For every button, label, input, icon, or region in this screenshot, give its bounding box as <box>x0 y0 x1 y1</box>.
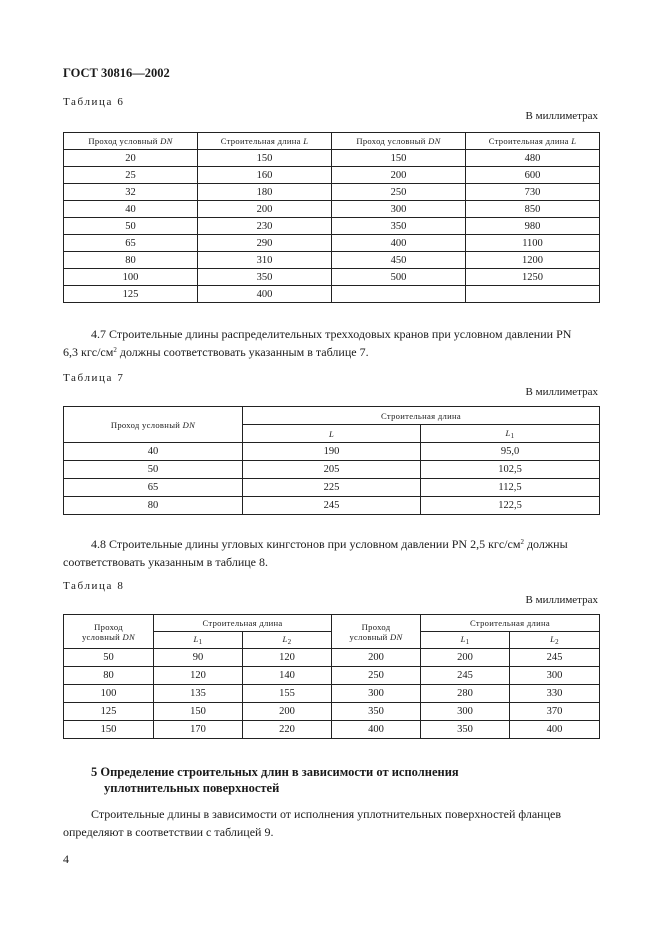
t6-header-dn-2: Проход условный DN <box>332 133 466 150</box>
table-cell: 135 <box>154 685 243 703</box>
paragraph-4-7-line-1: 4.7 Строительные длины распределительных трехходовых кранов при условном давлении PN <box>91 327 572 341</box>
table-cell: 480 <box>466 150 600 167</box>
table-8 <box>63 614 600 739</box>
table-cell: 245 <box>421 667 510 685</box>
table-cell: 100 <box>64 269 198 286</box>
table-cell: 300 <box>510 667 600 685</box>
table-cell: 400 <box>332 235 466 252</box>
table-cell: 280 <box>421 685 510 703</box>
table-7-caption: Таблица 7 <box>63 372 125 384</box>
page-number: 4 <box>63 852 69 866</box>
table-cell: 112,5 <box>421 479 600 497</box>
table-cell: 20 <box>64 150 198 167</box>
section-5-heading-line-2: уплотнительных поверхностей <box>104 781 280 795</box>
table-cell: 50 <box>64 461 243 479</box>
table-row <box>64 235 600 252</box>
table-cell: 155 <box>243 685 332 703</box>
table-cell: 500 <box>332 269 466 286</box>
table-6-caption: Таблица 6 <box>63 96 125 108</box>
table-cell <box>466 286 600 303</box>
t8-header-length-2: Строительная длина <box>421 615 600 632</box>
table-cell: 50 <box>64 649 154 667</box>
t8-header-L1-a: $L_1$ <box>154 632 243 649</box>
table-row <box>64 721 600 739</box>
table-cell: 120 <box>243 649 332 667</box>
table-cell <box>332 286 466 303</box>
table-cell: 80 <box>64 667 154 685</box>
table-cell: 1100 <box>466 235 600 252</box>
table-cell: 1250 <box>466 269 600 286</box>
table-row <box>64 286 600 303</box>
t8-header-L2-a: $L_2$ <box>243 632 332 649</box>
t6-header-length-2: Строительная длина L <box>466 133 600 150</box>
table-row <box>64 461 600 479</box>
paragraph-5-line-2: определяют в соответствии с таблицей 9. <box>63 824 274 839</box>
t7-header-dn: Проход условный DN <box>64 407 243 443</box>
t6-header-length-1: Строительная длина L <box>198 133 332 150</box>
table-row <box>64 184 600 201</box>
t6-header-dn-1: Проход условный DN <box>64 133 198 150</box>
table-7-units: В миллиметрах <box>525 386 598 398</box>
table-6-units: В миллиметрах <box>525 110 598 122</box>
table-cell: 150 <box>154 703 243 721</box>
table-row <box>64 218 600 235</box>
table-cell: 310 <box>198 252 332 269</box>
table-8-units: В миллиметрах <box>525 594 598 606</box>
document-header: ГОСТ 30816—2002 <box>63 66 170 80</box>
table-row <box>64 150 600 167</box>
table-cell: 150 <box>64 721 154 739</box>
table-cell: 205 <box>243 461 421 479</box>
table-cell: 350 <box>332 218 466 235</box>
table-8-caption: Таблица 8 <box>63 580 125 592</box>
table-cell: 65 <box>64 479 243 497</box>
table-cell: 122,5 <box>421 497 600 515</box>
table-cell: 200 <box>243 703 332 721</box>
section-5-heading-line-1: 5 Определение строительных длин в зависимости от исполнения <box>91 765 459 779</box>
table-cell: 400 <box>510 721 600 739</box>
table-cell: 1200 <box>466 252 600 269</box>
t8-header-dn-1: Проход условный DN <box>64 615 154 649</box>
table-cell: 400 <box>332 721 421 739</box>
table-cell: 95,0 <box>421 443 600 461</box>
table-cell: 350 <box>198 269 332 286</box>
table-cell: 980 <box>466 218 600 235</box>
table-row <box>64 685 600 703</box>
paragraph-5-line-1: Строительные длины в зависимости от исполнения уплотнительных поверхностей фланцев <box>91 807 562 821</box>
paragraph-4-7-line-2: 6,3 кгс/$см^2$ должны соответствовать указанным в таблице 7. <box>63 344 369 359</box>
table-cell: 225 <box>243 479 421 497</box>
table-row <box>64 703 600 721</box>
table-cell: 220 <box>243 721 332 739</box>
table-cell: 100 <box>64 685 154 703</box>
table-cell: 370 <box>510 703 600 721</box>
t7-header-L: L <box>243 425 421 443</box>
table-row <box>64 667 600 685</box>
table-cell: 250 <box>332 184 466 201</box>
table-row <box>64 167 600 184</box>
t8-header-dn-2: Проход условный DN <box>332 615 421 649</box>
table-cell: 350 <box>332 703 421 721</box>
paragraph-4-7 <box>63 326 599 361</box>
table-cell: 120 <box>154 667 243 685</box>
table-cell: 200 <box>332 649 421 667</box>
table-cell: 160 <box>198 167 332 184</box>
table-cell: 730 <box>466 184 600 201</box>
table-cell: 350 <box>421 721 510 739</box>
table-cell: 290 <box>198 235 332 252</box>
table-cell: 125 <box>64 703 154 721</box>
table-cell: 200 <box>421 649 510 667</box>
table-cell: 140 <box>243 667 332 685</box>
table-cell: 90 <box>154 649 243 667</box>
paragraph-4-8-line-1: 4.8 Строительные длины угловых кингстонов при условном давлении PN 2,5 кгс/$см^2$ должны <box>91 537 568 551</box>
table-cell: 102,5 <box>421 461 600 479</box>
table-cell: 170 <box>154 721 243 739</box>
paragraph-4-8 <box>63 536 599 571</box>
table-cell: 50 <box>64 218 198 235</box>
paragraph-5 <box>63 806 599 841</box>
table-7 <box>63 406 600 515</box>
table-cell: 400 <box>198 286 332 303</box>
table-cell: 250 <box>332 667 421 685</box>
table-row <box>64 497 600 515</box>
table-cell: 300 <box>332 201 466 218</box>
table-row <box>64 201 600 218</box>
table-row <box>64 649 600 667</box>
table-cell: 150 <box>332 150 466 167</box>
table-cell: 190 <box>243 443 421 461</box>
table-cell: 150 <box>198 150 332 167</box>
table-cell: 80 <box>64 252 198 269</box>
t8-header-length-1: Строительная длина <box>154 615 332 632</box>
t7-header-L1: $L_1$ <box>421 425 600 443</box>
table-cell: 65 <box>64 235 198 252</box>
table-cell: 245 <box>243 497 421 515</box>
table-cell: 32 <box>64 184 198 201</box>
table-cell: 200 <box>332 167 466 184</box>
table-cell: 40 <box>64 201 198 218</box>
table-row <box>64 443 600 461</box>
table-cell: 330 <box>510 685 600 703</box>
table-6 <box>63 132 600 303</box>
t8-header-L1-b: $L_1$ <box>421 632 510 649</box>
paragraph-4-8-line-2: соответствовать указанным в таблице 8. <box>63 554 269 569</box>
table-cell: 125 <box>64 286 198 303</box>
table-row <box>64 269 600 286</box>
table-cell: 25 <box>64 167 198 184</box>
table-cell: 850 <box>466 201 600 218</box>
table-cell: 245 <box>510 649 600 667</box>
t7-header-length: Строительная длина <box>243 407 600 425</box>
table-cell: 300 <box>421 703 510 721</box>
table-cell: 230 <box>198 218 332 235</box>
section-5-heading <box>91 764 599 796</box>
table-cell: 80 <box>64 497 243 515</box>
table-row <box>64 479 600 497</box>
table-cell: 300 <box>332 685 421 703</box>
table-cell: 600 <box>466 167 600 184</box>
table-cell: 200 <box>198 201 332 218</box>
table-cell: 40 <box>64 443 243 461</box>
table-row <box>64 252 600 269</box>
table-cell: 450 <box>332 252 466 269</box>
t8-header-L2-b: $L_2$ <box>510 632 600 649</box>
table-cell: 180 <box>198 184 332 201</box>
